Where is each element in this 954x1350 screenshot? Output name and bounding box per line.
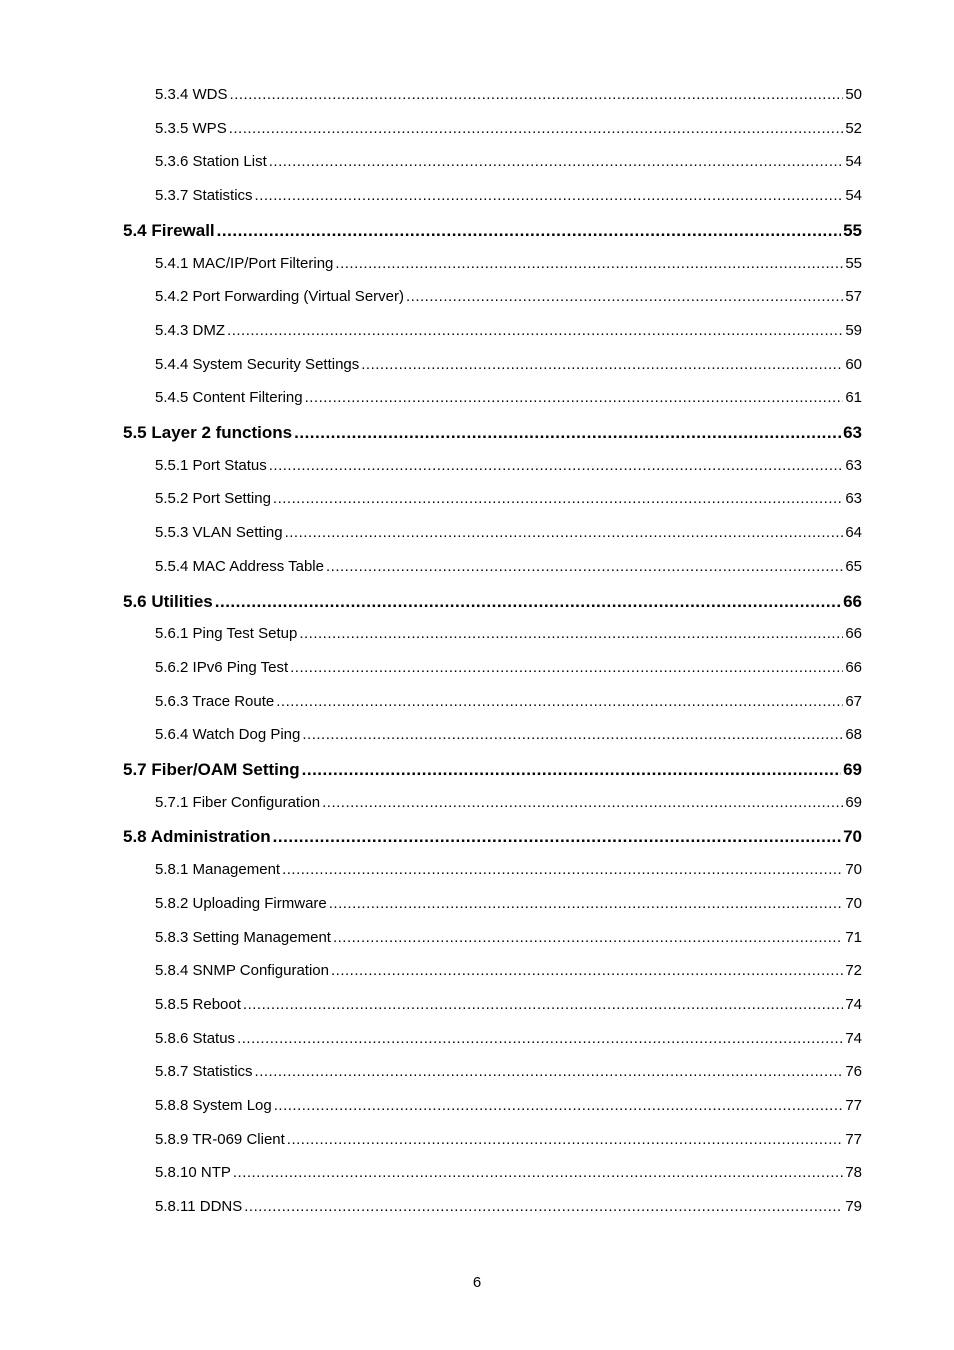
- toc-entry-page: 55: [843, 220, 862, 240]
- toc-entry-page: 66: [845, 658, 862, 676]
- toc-subsection-entry[interactable]: [155, 525, 862, 540]
- toc-entry-page: 54: [845, 153, 862, 171]
- toc-entry-label: 5.8.8 System Log: [155, 1097, 272, 1114]
- toc-dot-leader: [326, 559, 843, 574]
- toc-dot-leader: [294, 424, 841, 441]
- toc-dot-leader: [302, 727, 843, 742]
- toc-entry-label: 5.4.1 MAC/IP/Port Filtering: [155, 254, 334, 272]
- toc-dot-leader: [217, 222, 841, 239]
- toc-subsection-entry[interactable]: [155, 660, 862, 675]
- toc-entry-label: 5.4.2 Port Forwarding (Virtual Server): [155, 288, 404, 306]
- toc-entry-page: 79: [845, 1198, 862, 1216]
- toc-dot-leader: [333, 930, 843, 945]
- toc-entry-label: 5.3.5 WPS: [155, 119, 227, 137]
- toc-dot-leader: [273, 828, 841, 845]
- toc-entry-label: 5.8.6 Status: [155, 1029, 236, 1047]
- toc-subsection-entry[interactable]: [155, 1098, 862, 1113]
- toc-entry-page: 71: [845, 928, 862, 946]
- toc-entry-page: 69: [845, 793, 862, 811]
- toc-entry-label: 5.7.1 Fiber Configuration: [155, 793, 321, 811]
- toc-dot-leader: [305, 390, 844, 405]
- toc-entry-page: 63: [845, 490, 862, 508]
- toc-dot-leader: [215, 593, 841, 610]
- toc-subsection-entry[interactable]: [155, 1031, 862, 1046]
- toc-dot-leader: [290, 660, 843, 675]
- toc-section-entry[interactable]: [123, 761, 862, 778]
- toc-entry-label: 5.8.9 TR-069 Client: [155, 1130, 285, 1148]
- toc-entry-page: 54: [845, 187, 862, 205]
- toc-subsection-entry[interactable]: [155, 930, 862, 945]
- toc-entry-page: 77: [845, 1130, 862, 1148]
- toc-entry-page: 70: [843, 827, 862, 847]
- toc-entry-page: 66: [845, 625, 862, 643]
- toc-entry-label: 5.3.6 Station List: [155, 153, 267, 171]
- toc-entry-label: 5.4.3 DMZ: [155, 321, 226, 339]
- toc-entry-page: 77: [845, 1097, 862, 1114]
- toc-dot-leader: [299, 626, 843, 641]
- toc-dot-leader: [227, 323, 843, 338]
- toc-entry-page: 66: [843, 591, 862, 611]
- toc-entry-label: 5.3.4 WDS: [155, 86, 228, 103]
- toc-entry-label: 5.8.1 Management: [155, 861, 281, 879]
- toc-dot-leader: [229, 121, 844, 136]
- toc-entry-page: 59: [845, 321, 862, 339]
- toc-entry-page: 55: [845, 254, 862, 272]
- toc-entry-label: 5.4 Firewall: [123, 220, 215, 240]
- toc-entry-page: 78: [845, 1164, 862, 1182]
- toc-dot-leader: [274, 1098, 844, 1113]
- toc-entry-label: 5.4.4 System Security Settings: [155, 355, 360, 373]
- toc-subsection-entry[interactable]: [155, 458, 862, 473]
- toc-subsection-entry[interactable]: [155, 1199, 862, 1214]
- toc-entry-page: 74: [845, 1029, 862, 1047]
- toc-section-entry[interactable]: [123, 593, 862, 610]
- toc-dot-leader: [233, 1165, 843, 1180]
- toc-entry-page: 63: [845, 456, 862, 474]
- toc-entry-page: 74: [845, 995, 862, 1013]
- toc-dot-leader: [406, 289, 843, 304]
- toc-entry-page: 57: [845, 288, 862, 306]
- toc-subsection-entry[interactable]: [155, 795, 862, 810]
- toc-entry-page: 72: [845, 962, 862, 980]
- toc-entry-label: 5.8 Administration: [123, 827, 271, 847]
- page-number: 6: [472, 1274, 482, 1291]
- toc-subsection-entry[interactable]: [155, 694, 862, 709]
- toc-entry-label: 5.5.2 Port Setting: [155, 490, 271, 508]
- toc-entry-page: 70: [845, 861, 862, 879]
- toc-entry-page: 50: [845, 86, 862, 103]
- toc-subsection-entry[interactable]: [155, 896, 862, 911]
- toc-subsection-entry[interactable]: [155, 188, 862, 203]
- toc-entry-label: 5.6.1 Ping Test Setup: [155, 625, 298, 643]
- toc-section-entry[interactable]: [123, 424, 862, 441]
- toc-dot-leader: [243, 997, 843, 1012]
- toc-entry-page: 52: [845, 119, 862, 137]
- toc-subsection-entry[interactable]: [155, 323, 862, 338]
- toc-dot-leader: [322, 795, 843, 810]
- toc-entry-label: 5.6 Utilities: [123, 591, 213, 611]
- toc-subsection-entry[interactable]: [155, 357, 862, 372]
- toc-dot-leader: [331, 963, 843, 978]
- toc-entry-label: 5.5.1 Port Status: [155, 456, 267, 474]
- toc-entry-label: 5.8.4 SNMP Configuration: [155, 962, 329, 980]
- toc-dot-leader: [269, 154, 844, 169]
- toc-dot-leader: [335, 256, 843, 271]
- toc-subsection-entry[interactable]: [155, 997, 862, 1012]
- toc-entry-page: 70: [845, 894, 862, 912]
- toc-entry-page: 76: [845, 1063, 862, 1081]
- toc-dot-leader: [255, 1064, 844, 1079]
- toc-subsection-entry[interactable]: [155, 727, 862, 742]
- toc-entry-page: 64: [845, 524, 862, 542]
- toc-entry-page: 67: [845, 692, 862, 710]
- toc-entry-label: 5.6.3 Trace Route: [155, 692, 275, 710]
- toc-dot-leader: [230, 87, 844, 102]
- toc-subsection-entry[interactable]: [155, 1132, 862, 1147]
- toc-entry-label: 5.8.11 DDNS: [155, 1198, 243, 1216]
- toc-entry-page: 69: [843, 760, 862, 779]
- toc-dot-leader: [282, 862, 843, 877]
- toc-subsection-entry[interactable]: [155, 559, 862, 574]
- toc-entry-label: 5.4.5 Content Filtering: [155, 389, 303, 407]
- toc-dot-leader: [287, 1132, 844, 1147]
- toc-subsection-entry[interactable]: [155, 390, 862, 405]
- toc-entry-label: 5.6.4 Watch Dog Ping: [155, 726, 301, 744]
- toc-dot-leader: [244, 1199, 843, 1214]
- toc-subsection-entry[interactable]: [155, 491, 862, 506]
- toc-subsection-entry[interactable]: [155, 1064, 862, 1079]
- toc-entry-label: 5.8.2 Uploading Firmware: [155, 894, 327, 912]
- toc-subsection-entry[interactable]: [155, 289, 862, 304]
- toc-subsection-entry[interactable]: [155, 963, 862, 978]
- toc-entry-label: 5.5.3 VLAN Setting: [155, 524, 283, 542]
- toc-entry-page: 61: [845, 389, 862, 407]
- toc-subsection-entry[interactable]: [155, 862, 862, 877]
- toc-dot-leader: [237, 1031, 843, 1046]
- toc-entry-label: 5.7 Fiber/OAM Setting: [123, 760, 300, 779]
- toc-dot-leader: [276, 694, 843, 709]
- toc-dot-leader: [285, 525, 844, 540]
- toc-dot-leader: [302, 761, 841, 778]
- toc-dot-leader: [255, 188, 844, 203]
- toc-entry-label: 5.6.2 IPv6 Ping Test: [155, 658, 289, 676]
- toc-entry-page: 65: [845, 557, 862, 575]
- toc-dot-leader: [273, 491, 843, 506]
- toc-dot-leader: [361, 357, 843, 372]
- toc-entry-label: 5.8.7 Statistics: [155, 1063, 253, 1081]
- toc-entry-label: 5.5.4 MAC Address Table: [155, 557, 324, 575]
- toc-subsection-entry[interactable]: [155, 87, 862, 102]
- toc-subsection-entry[interactable]: [155, 1165, 862, 1180]
- toc-subsection-entry[interactable]: [155, 626, 862, 641]
- toc-entry-label: 5.8.10 NTP: [155, 1164, 231, 1182]
- toc-subsection-entry[interactable]: [155, 154, 862, 169]
- toc-entry-page: 63: [843, 423, 862, 442]
- toc-entry-label: 5.8.3 Setting Management: [155, 928, 331, 946]
- toc-section-entry[interactable]: [123, 828, 862, 845]
- toc-entry-label: 5.8.5 Reboot: [155, 995, 241, 1013]
- toc-entry-label: 5.5 Layer 2 functions: [123, 423, 293, 442]
- toc-section-entry[interactable]: [123, 222, 862, 239]
- toc-subsection-entry[interactable]: [155, 121, 862, 136]
- toc-entry-label: 5.3.7 Statistics: [155, 187, 253, 205]
- toc-entry-page: 68: [845, 726, 862, 744]
- toc-entry-page: 60: [845, 355, 862, 373]
- toc-dot-leader: [269, 458, 844, 473]
- toc-subsection-entry[interactable]: [155, 256, 862, 271]
- toc-dot-leader: [329, 896, 844, 911]
